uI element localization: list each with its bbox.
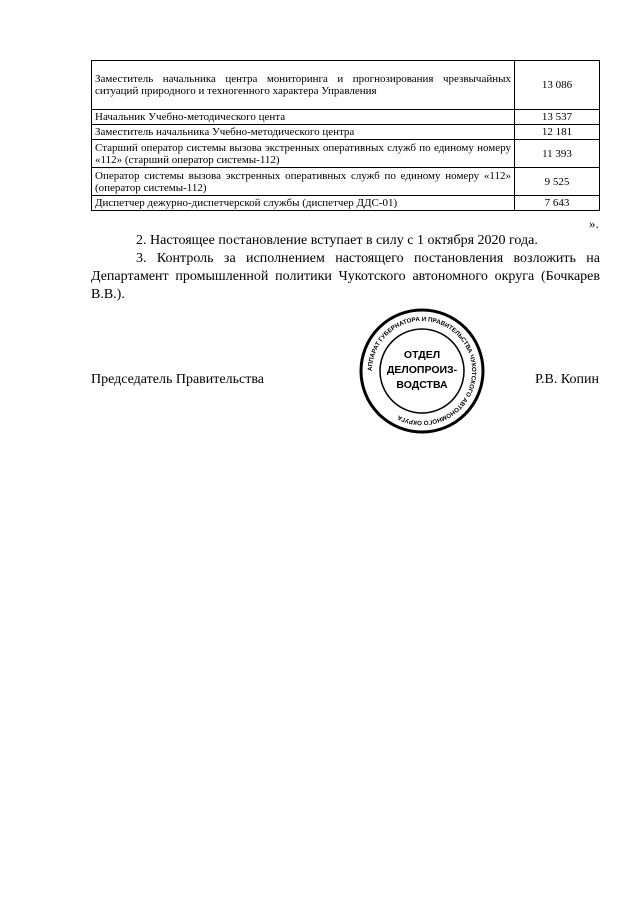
table-row bbox=[92, 125, 600, 140]
position-cell: Диспетчер дежурно-диспетчерской службы (диспетчер ДДС-01) bbox=[92, 196, 515, 211]
table-row bbox=[92, 61, 600, 110]
position-cell: Старший оператор системы вызова экстренных оперативных служб по единому номеру «112» (старший оператор системы-112) bbox=[92, 140, 515, 168]
amount-cell: 13 086 bbox=[515, 61, 600, 110]
amount-cell: 12 181 bbox=[515, 125, 600, 140]
stamp-line: ВОДСТВА bbox=[396, 379, 448, 391]
paragraph-effective-date: 2. Настоящее постановление вступает в силу с 1 октября 2020 года. bbox=[136, 233, 538, 248]
table-row bbox=[92, 140, 600, 168]
stamp-line: ОТДЕЛ bbox=[403, 349, 441, 361]
amount-cell: 7 643 bbox=[515, 196, 600, 211]
official-stamp bbox=[357, 306, 487, 436]
position-cell: Заместитель начальника центра мониторинга и прогнозирования чрезвычайных ситуаций природного и техногенного характера Управления bbox=[92, 61, 515, 110]
salary-table bbox=[91, 60, 600, 211]
table-row bbox=[92, 196, 600, 211]
signer-title: Председатель Правительства bbox=[91, 372, 264, 387]
paragraph-control: 3. Контроль за исполнением настоящего постановления возложить на Департамент промышленной политики Чукотского автономного округа (Бочкарев В.В.). bbox=[91, 251, 600, 302]
position-cell: Оператор системы вызова экстренных оперативных служб по единому номеру «112» (оператор системы-112) bbox=[92, 168, 515, 196]
signer-name: Р.В. Копин bbox=[535, 372, 599, 387]
table-row bbox=[92, 168, 600, 196]
amount-cell: 13 537 bbox=[515, 110, 600, 125]
stamp-ring-text: АППАРАТ ГУБЕРНАТОРА И ПРАВИТЕЛЬСТВА ЧУКОТСКОГО АВТОНОМНОГО ОКРУГА bbox=[366, 315, 478, 427]
position-cell: Заместитель начальника Учебно-методического центра bbox=[92, 125, 515, 140]
table-row bbox=[92, 110, 600, 125]
position-cell: Начальник Учебно-методического цента bbox=[92, 110, 515, 125]
closing-quote: ». bbox=[589, 216, 599, 231]
stamp-line: ДЕЛОПРОИЗ- bbox=[386, 364, 458, 376]
amount-cell: 9 525 bbox=[515, 168, 600, 196]
amount-cell: 11 393 bbox=[515, 140, 600, 168]
